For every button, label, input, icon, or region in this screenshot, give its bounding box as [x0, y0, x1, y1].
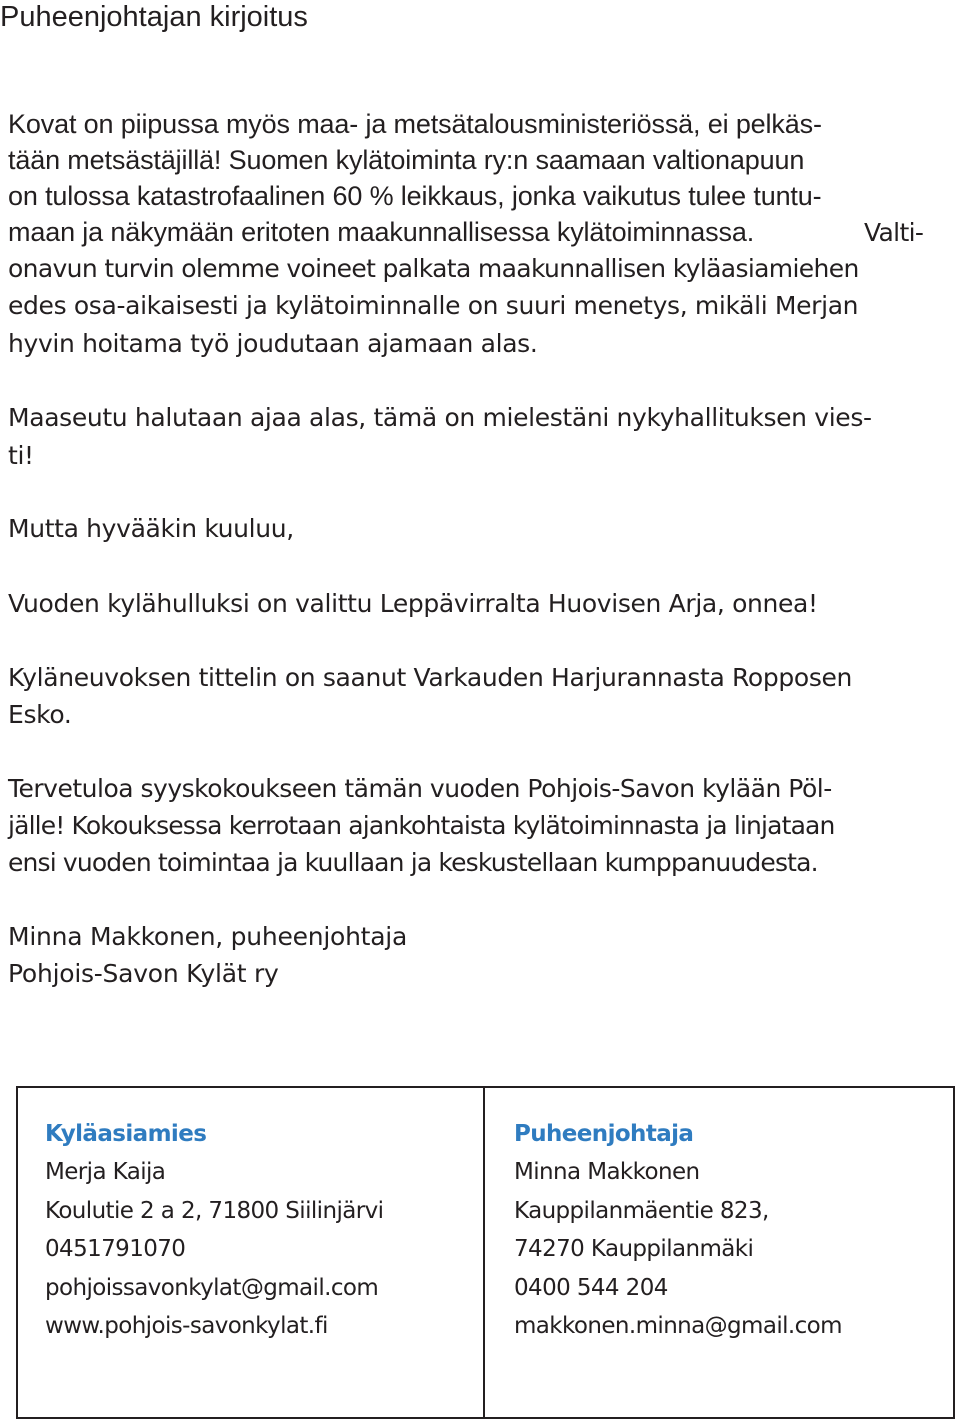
page-title: Puheenjohtajan kirjoitus — [0, 1, 308, 33]
village-agent-address: Koulutie 2 a 2, 71800 Siilinjärvi — [45, 1197, 384, 1224]
chairperson-email: makkonen.minna@gmail.com — [514, 1313, 842, 1339]
village-agent-email: pohjoissavonkylat@gmail.com — [45, 1274, 379, 1301]
paragraph-1-line-4-tail: Valti- — [864, 218, 924, 247]
paragraph-1-line-6: edes osa-aikaisesti ja kylätoiminnalle on suuri menetys, mikäli Merjan — [8, 291, 859, 320]
contact-column-chairperson — [514, 1118, 842, 1349]
paragraph-1-line-7: hyvin hoitama työ joudutaan ajamaan alas. — [8, 329, 538, 358]
signature-organization: Pohjois-Savon Kylät ry — [8, 959, 279, 988]
paragraph-1-line-2: tään metsästäjillä! Suomen kylätoiminta ry:n saamaan valtionapuun — [8, 145, 805, 175]
paragraph-2-line-2: ti! — [8, 441, 34, 470]
village-agent-name: Merja Kaija — [45, 1159, 166, 1185]
village-agent-heading: Kyläasiamies — [45, 1121, 207, 1147]
chairperson-heading: Puheenjohtaja — [514, 1121, 694, 1147]
paragraph-5-line-2: Esko. — [8, 700, 72, 729]
village-agent-phone: 0451791070 — [45, 1236, 186, 1262]
paragraph-1-line-5: onavun turvin olemme voineet palkata maakunnallisen kyläasiamiehen — [8, 254, 859, 283]
paragraph-6-line-2: jälle! Kokouksessa kerrotaan ajankohtaista kylätoiminnasta ja linjataan — [8, 811, 835, 840]
paragraph-3-line-1: Mutta hyvääkin kuuluu, — [8, 514, 294, 543]
chairperson-street: Kauppilanmäentie 823, — [514, 1197, 769, 1224]
paragraph-6-line-3: ensi vuoden toimintaa ja kuullaan ja keskustellaan kumppanuudesta. — [8, 848, 818, 877]
chairperson-phone: 0400 544 204 — [514, 1274, 668, 1301]
paragraph-2-line-1: Maaseutu halutaan ajaa alas, tämä on mielestäni nykyhallituksen vies- — [8, 403, 872, 432]
paragraph-1-line-1: Kovat on piipussa myös maa- ja metsätalousministeriössä, ei pelkäs- — [8, 109, 822, 139]
chairperson-postal-city: 74270 Kauppilanmäki — [514, 1236, 754, 1262]
village-agent-website: www.pohjois-savonkylat.fi — [45, 1313, 328, 1339]
contact-column-village-agent — [45, 1118, 383, 1349]
paragraph-6-line-1: Tervetuloa syyskokoukseen tämän vuoden Pohjois-Savon kylään Pöl- — [8, 774, 832, 803]
paragraph-4-line-1: Vuoden kylähulluksi on valittu Leppävirralta Huovisen Arja, onnea! — [8, 589, 818, 618]
paragraph-1-line-3: on tulossa katastrofaalinen 60 % leikkaus, jonka vaikutus tulee tuntu- — [8, 181, 822, 211]
chairperson-name: Minna Makkonen — [514, 1159, 700, 1185]
contact-box-divider — [483, 1086, 485, 1419]
paragraph-1-line-4: maan ja näkymään eritoten maakunnallisessa kylätoiminnassa. — [8, 217, 755, 247]
signature-name: Minna Makkonen, puheenjohtaja — [8, 922, 408, 951]
paragraph-5-line-1: Kyläneuvoksen tittelin on saanut Varkauden Harjurannasta Ropposen — [8, 663, 853, 692]
